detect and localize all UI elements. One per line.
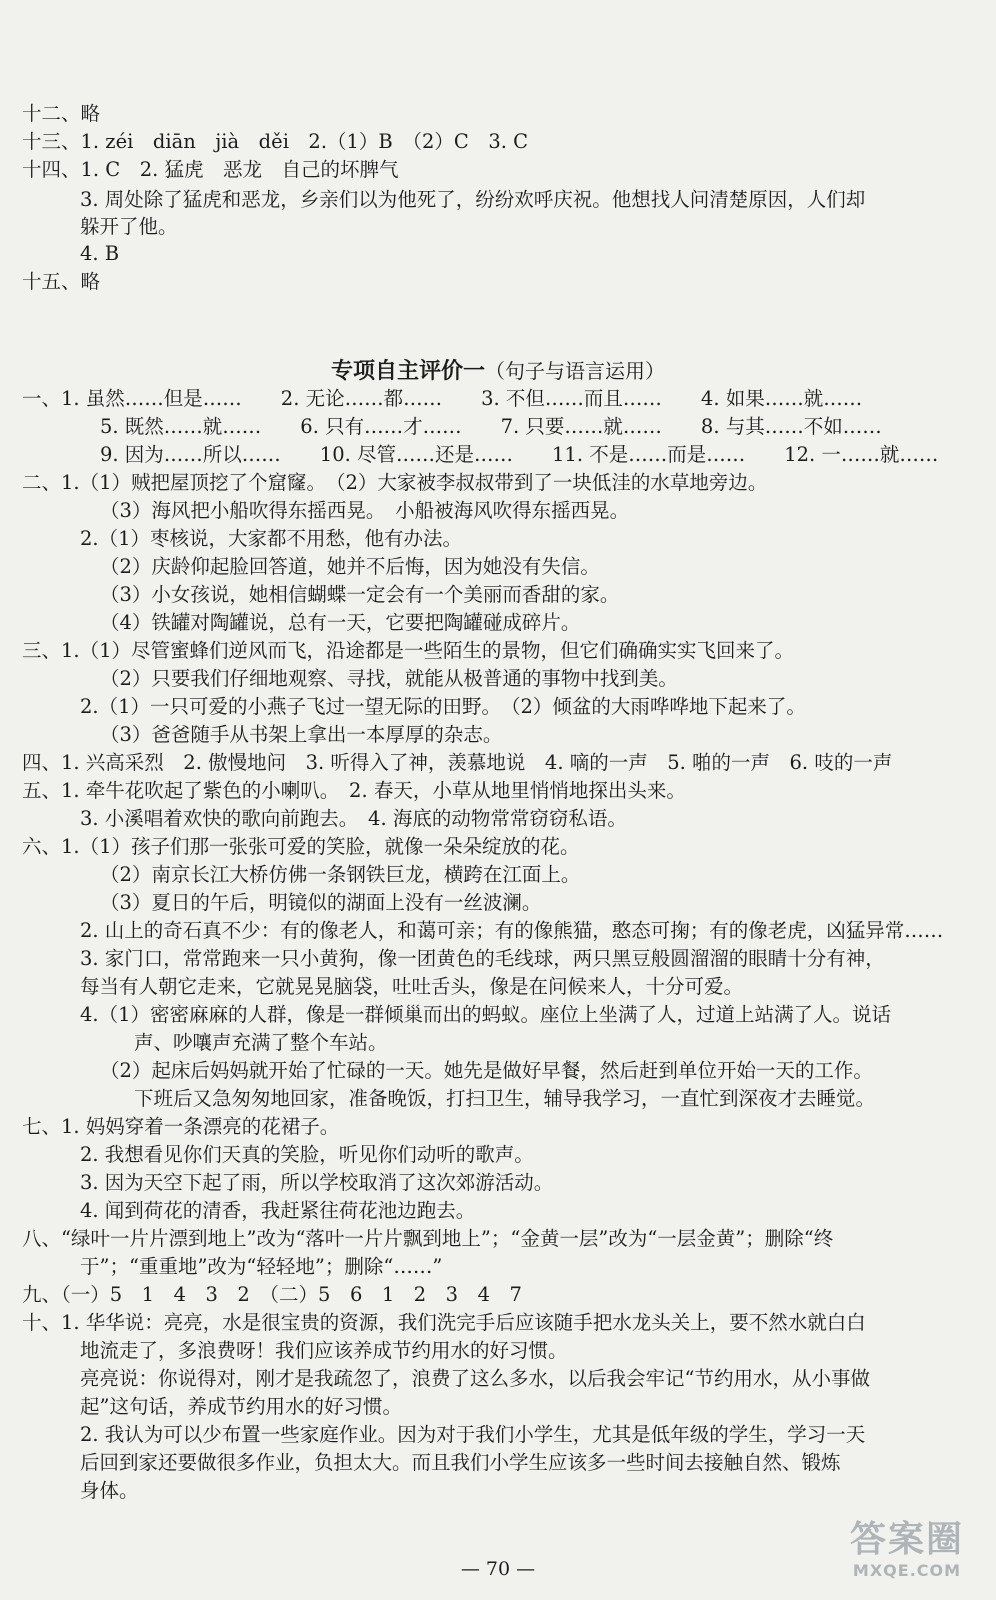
answer-line: （2）起床后妈妈就开始了忙碌的一天。她先是做好早餐，然后赶到单位开始一天的工作。 [100,1059,873,1082]
answer-line: 下班后又急匆匆地回家，准备晚饭，打扫卫生，辅导我学习，一直忙到深夜才去睡觉。 [134,1087,876,1110]
answer-line: 四、1. 兴高采烈 2. 傲慢地问 3. 听得入了神，羡慕地说 4. 嘀的一声 5. 啪的一声 6. 吱的一声 [22,751,893,774]
answer-line: 每当有人朝它走来，它就晃晃脑袋，吐吐舌头，像是在问候来人，十分可爱。 [80,975,744,998]
answer-line: 地流走了，多浪费呀！我们应该养成节约用水的好习惯。 [80,1339,568,1362]
answer-line: 3. 小溪唱着欢快的歌向前跑去。 4. 海底的动物常常窃窃私语。 [80,807,627,830]
answer-line: （3）爸爸随手从书架上拿出一本厚厚的杂志。 [100,723,503,746]
answer-line: 3. 因为天空下起了雨，所以学校取消了这次郊游活动。 [80,1171,554,1194]
page-number: — 70 — [460,1558,536,1580]
answer-line: 5. 既然……就…… 6. 只有……才…… 7. 只要……就…… 8. 与其……不如…… [100,415,882,438]
answer-line: （2）只要我们仔细地观察、寻找，就能从极普通的事物中找到美。 [100,667,678,690]
answer-line: 起”这句话，养成节约用水的好习惯。 [80,1395,402,1418]
answer-line: 八、“绿叶一片片漂到地上”改为“落叶一片片飘到地上”；“金黄一层”改为“一层金黄”；删除“终 [22,1227,834,1250]
answer-line: （4）铁罐对陶罐说，总有一天，它要把陶罐碰成碎片。 [100,611,581,634]
answer-line: 十五、略 [22,270,101,293]
answer-line: 七、1. 妈妈穿着一条漂亮的花裙子。 [22,1115,340,1138]
section-title [0,356,996,386]
answer-line: 一、1. 虽然……但是…… 2. 无论……都…… 3. 不但……而且…… 4. 如果……就…… [22,387,863,410]
answer-line: 后回到家还要做很多作业，负担太大。而且我们小学生应该多一些时间去接触自然、锻炼 [80,1451,841,1474]
answer-line: 2.（1）一只可爱的小燕子飞过一望无际的田野。 （2）倾盆的大雨哗哗地下起来了。 [80,695,806,718]
answer-line: 五、1. 牵牛花吹起了紫色的小喇叭。 2. 春天，小草从地里悄悄地探出头来。 [22,779,686,802]
answer-line: （3）小女孩说，她相信蝴蝶一定会有一个美丽而香甜的家。 [100,583,620,606]
answer-line: 2. 我认为可以少布置一些家庭作业。因为对于我们小学生，尤其是低年级的学生，学习一天 [80,1423,866,1446]
answer-line: 十、1. 华华说：亮亮，水是很宝贵的资源，我们洗完手后应该随手把水龙头关上，要不然水就白白 [22,1311,866,1334]
section-title-main: 专项自主评价一 [330,359,485,384]
answer-line: 十四、1. C 2. 猛虎 恶龙 自己的坏脾气 [22,158,399,181]
answer-line: 3. 家门口，常常跑来一只小黄狗，像一团黄色的毛线球，两只黑豆般圆溜溜的眼睛十分有神， [80,947,885,970]
answer-line: 4. 闻到荷花的清香，我赶紧往荷花池边跑去。 [80,1199,476,1222]
answer-line: 于”；“重重地”改为“轻轻地”；删除“……” [80,1255,443,1278]
answer-line: （2）南京长江大桥仿佛一条钢铁巨龙，横跨在江面上。 [100,863,581,886]
answer-line: 亮亮说：你说得对，刚才是我疏忽了，浪费了这么多水，以后我会牢记“节约用水，从小事做 [80,1367,870,1390]
watermark-logo [832,1520,982,1590]
answer-line: 9. 因为……所以…… 10. 尽管……还是…… 11. 不是……而是…… 12. 一……就…… [100,443,939,466]
answer-line: 身体。 [80,1479,139,1502]
answer-line: 十三、1. zéi diān jià děi 2.（1）B （2）C 3. C [22,130,529,153]
answer-line: （3）夏日的午后，明镜似的湖面上没有一丝波澜。 [100,891,542,914]
watermark-text: 答案圈 [849,1519,964,1560]
answer-line: （2）庆龄仰起脸回答道，她并不后悔，因为她没有失信。 [100,555,600,578]
answer-line: 2.（1）枣核说，大家都不用愁，他有办法。 [80,527,463,550]
answer-line: 九、（一）5 1 4 3 2 （二）5 6 1 2 3 4 7 [22,1283,522,1306]
answer-line: 声、吵嚷声充满了整个车站。 [134,1031,388,1054]
answer-line: 4. B [80,242,120,265]
answer-line: 2. 山上的奇石真不少：有的像老人，和蔼可亲；有的像熊猫，憨态可掬；有的像老虎，凶猛异常…… [80,919,944,942]
answer-line: 三、1.（1）尽管蜜蜂们逆风而飞，沿途都是一些陌生的景物，但它们确确实实飞回来了。 [22,639,795,662]
answer-line: 二、1.（1）贼把屋顶挖了个窟窿。 （2）大家被李叔叔带到了一块低洼的水草地旁边。 [22,471,768,494]
answer-line: 3. 周处除了猛虎和恶龙，乡亲们以为他死了，纷纷欢呼庆祝。他想找人问清楚原因，人们却 [80,188,866,211]
answer-line: （3）海风把小船吹得东摇西晃。 小船被海风吹得东摇西晃。 [100,499,630,522]
answer-line: 躲开了他。 [80,215,178,238]
answer-line: 4.（1）密密麻麻的人群，像是一群倾巢而出的蚂蚁。座位上坐满了人，过道上站满了人。说话 [80,1003,892,1026]
section-title-sub: （句子与语言运用） [485,359,665,383]
answer-line: 2. 我想看见你们天真的笑脸，听见你们动听的歌声。 [80,1143,534,1166]
answer-line: 十二、略 [22,102,101,125]
answer-line: 六、1.（1）孩子们那一张张可爱的笑脸，就像一朵朵绽放的花。 [22,835,580,858]
watermark-url: MXQE.COM [852,1561,962,1580]
